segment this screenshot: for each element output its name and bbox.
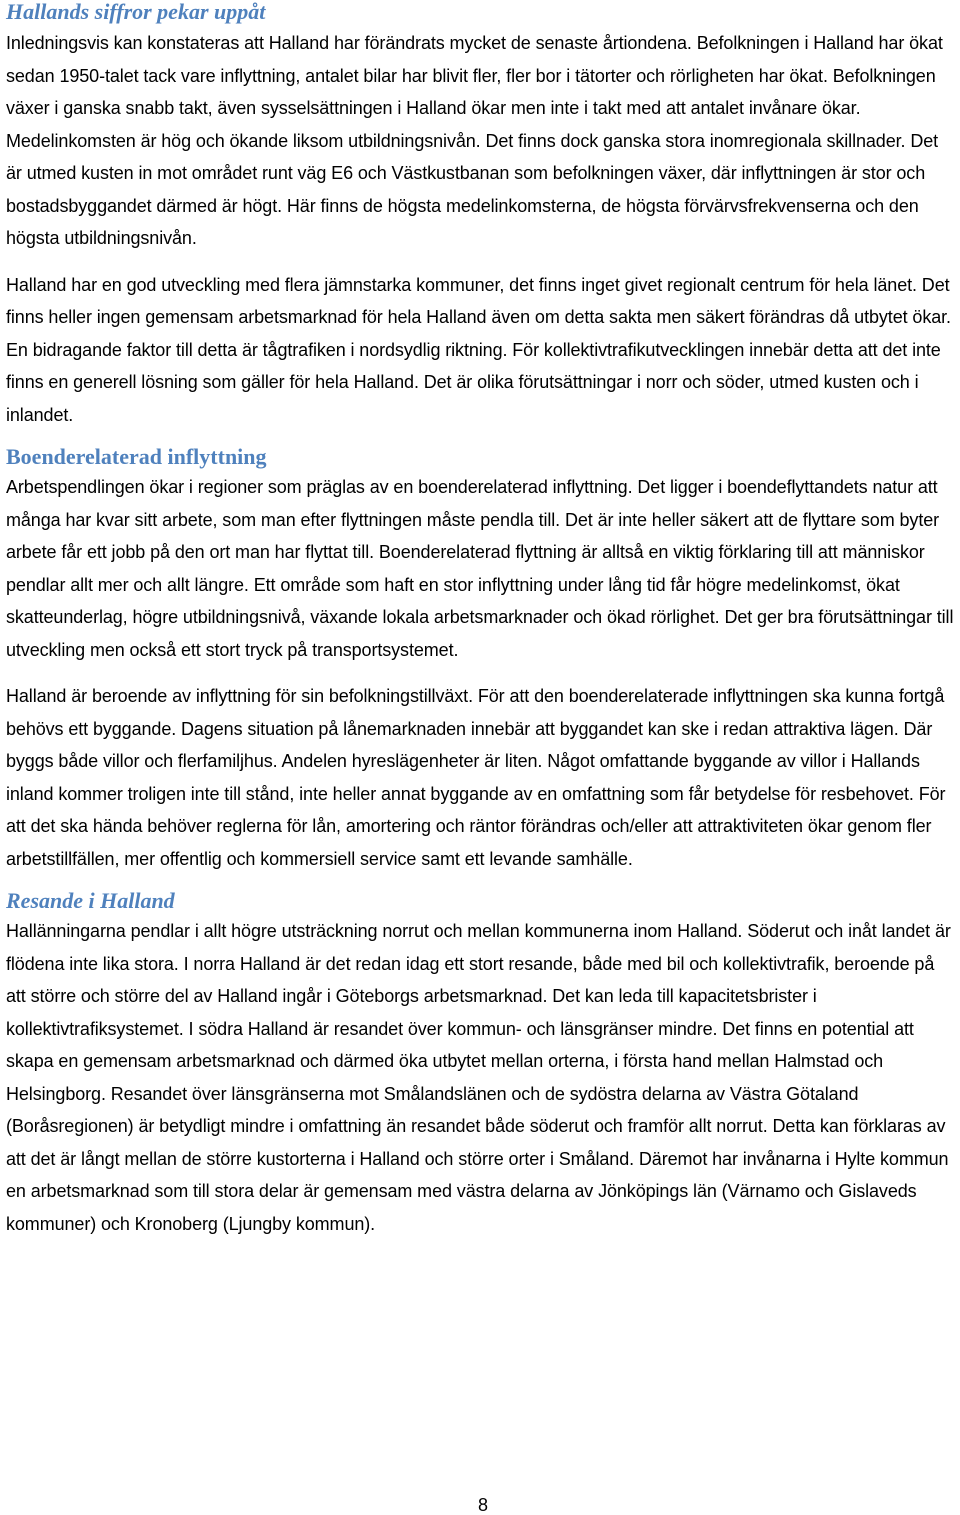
section-heading-resande-i-halland: Resande i Halland [6, 888, 175, 913]
paragraph: Halland är beroende av inflyttning för sin befolkningstillväxt. För att den boenderelaterade inflyttningen ska kunna fortgå behövs ett byggande. Dagens situation på lånemarknaden innebär att byggandet kan ske i redan attraktiva lägen. Där byggs både villor och flerfamiljhus. Andelen hyreslägenheter är liten. Något omfattande byggande av villor i Hallands inland kommer troligen inte till stånd, inte heller annat byggande av en omfattning som får betydelse för resbehovet. För att det ska hända behöver reglerna för lån, amortering och räntor förändras och/eller att attraktiviteten ökar genom fler arbetstillfällen, mer offentlig och kommersiell service samt ett levande samhälle. [6, 686, 946, 869]
paragraph: Halland har en god utveckling med flera jämnstarka kommuner, det finns inget givet regionalt centrum för hela länet. Det finns heller ingen gemensam arbetsmarknad för hela Halland även om detta sakta men säkert förändras då utbytet ökar. En bidragande faktor till detta är tågtrafiken i nordsydlig riktning. För kollektivtrafikutvecklingen innebär detta att det inte finns en generell lösning som gäller för hela Halland. Det är olika förutsättningar i norr och söder, utmed kusten och i inlandet. [6, 274, 951, 425]
document-page [6, 0, 958, 1240]
section-heading-hallands-siffror: Hallands siffror pekar uppåt [6, 0, 266, 24]
section-heading-boenderelaterad-inflyttning: Boenderelaterad inflyttning [6, 444, 267, 469]
paragraph: Arbetspendlingen ökar i regioner som präglas av en boenderelaterad inflyttning. Det ligger i boendeflyttandets natur att många har kvar sitt arbete, som man efter flyttningen måste pendla till. Det är inte heller säkert att de flyttare som byter arbete får ett jobb på den ort man har flyttat till. Boenderelaterad flyttning är alltså en viktig förklaring till att människor pendlar allt mer och allt längre. Ett område som haft en stor inflyttning under lång tid får högre medelinkomst, ökat skatteunderlag, högre utbildningsnivå, växande lokala arbetsmarknader och ökad rörlighet. Det ger bra förutsättningar till utveckling men också ett stort tryck på transportsystemet. [6, 477, 954, 660]
paragraph: Hallänningarna pendlar i allt högre utsträckning norrut och mellan kommunerna inom Halland. Söderut och inåt landet är flödena inte lika stora. I norra Halland är det redan idag ett stort resande, både med bil och kollektivtrafik, beroende på att större och större del av Halland ingår i Göteborgs arbetsmarknad. Det kan leda till kapacitetsbrister i kollektivtrafiksystemet. I södra Halland är resandet över kommun- och länsgränser mindre. Det finns en potential att skapa en gemensam arbetsmarknad och därmed öka utbytet mellan orterna, i första hand mellan Halmstad och Helsingborg. Resandet över länsgränserna mot Smålandslänen och de sydöstra delarna av Västra Götaland (Boråsregionen) är betydligt mindre i omfattning än resandet både söderut och framför allt norrut. Detta kan förklaras av att det är långt mellan de större kustorterna i Halland och större orter i Småland. Däremot har invånarna i Hylte kommun en arbetsmarknad som till stora delar är gemensam med västra delarna av Jönköpings län (Värnamo och Gislaveds kommuner) och Kronoberg (Ljungby kommun). [6, 921, 951, 1234]
page-number: 8 [477, 1495, 488, 1515]
paragraph: Inledningsvis kan konstateras att Halland har förändrats mycket de senaste årtiondena. Befolkningen i Halland har ökat sedan 1950-talet tack vare inflyttning, antalet bilar har blivit fler, fler bor i tätorter och rörligheten har ökat. Befolkningen växer i ganska snabb takt, även sysselsättningen i Halland ökar men inte i takt med att antalet invånare ökar. Medelinkomsten är hög och ökande liksom utbildningsnivån. Det finns dock ganska stora inomregionala skillnader. Det är utmed kusten in mot området runt väg E6 och Västkustbanan som befolkningen växer, där inflyttningen är stor och bostadsbyggandet därmed är högt. Här finns de högsta medelinkomsterna, de högsta förvärvsfrekvenserna och den högsta utbildningsnivån. [6, 33, 943, 248]
